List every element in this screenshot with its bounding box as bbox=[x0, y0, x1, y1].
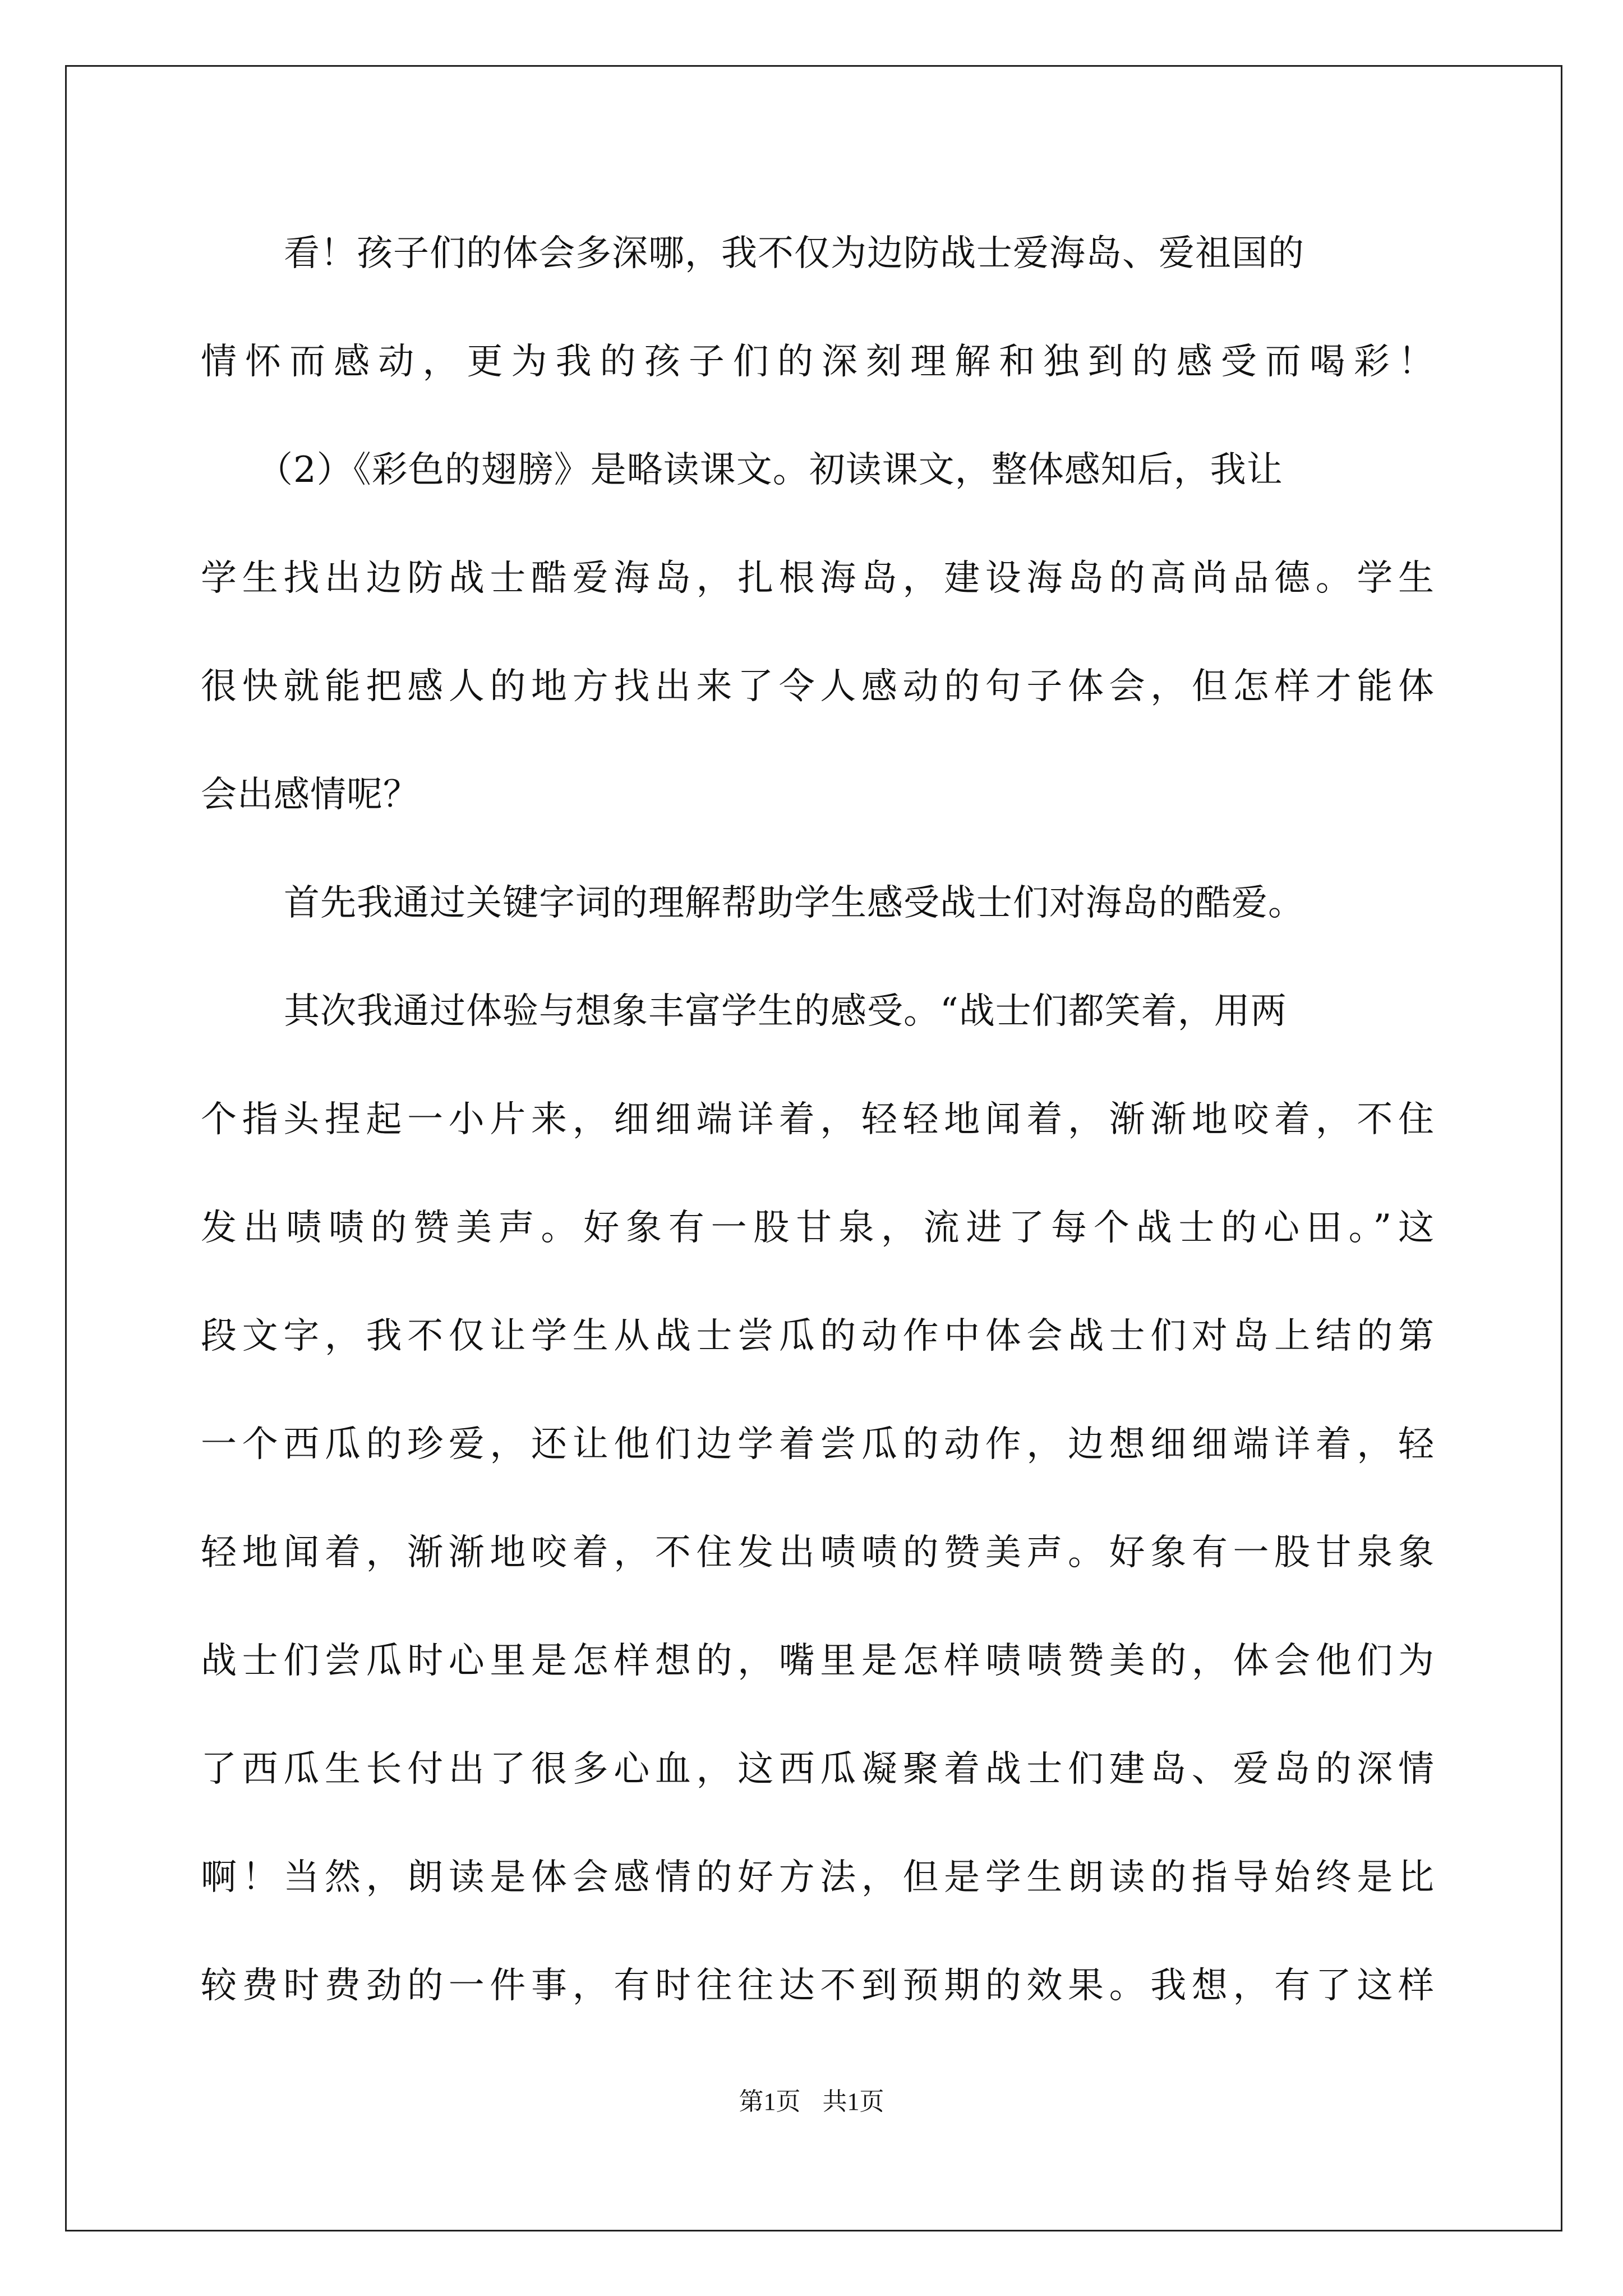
paragraph-line: 很快就能把感人的地方找出来了令人感动的句子体会，但怎样才能体 bbox=[201, 666, 1435, 707]
paragraph-line: 情怀而感动，更为我的孩子们的深刻理解和独到的感受而喝彩！ bbox=[201, 341, 1435, 383]
page-footer bbox=[0, 2081, 1623, 2117]
paragraph-line: 啊！当然，朗读是体会感情的好方法，但是学生朗读的指导始终是比 bbox=[201, 1857, 1435, 1898]
paragraph-line: 发出啧啧的赞美声。好象有一股甘泉，流进了每个战士的心田。”这 bbox=[201, 1207, 1435, 1249]
paragraph-line: 一个西瓜的珍爱，还让他们边学着尝瓜的动作，边想细细端详着，轻 bbox=[201, 1424, 1435, 1465]
page-number: 第1页 bbox=[739, 2088, 801, 2115]
paragraph-line: 战士们尝瓜时心里是怎样想的，嘴里是怎样啧啧赞美的，体会他们为 bbox=[201, 1640, 1435, 1682]
paragraph-line: 会出感情呢？ bbox=[201, 774, 419, 816]
paragraph-line: 较费时费劲的一件事，有时往往达不到预期的效果。我想，有了这样 bbox=[201, 1965, 1435, 2007]
paragraph-line: 轻地闻着，渐渐地咬着，不住发出啧啧的赞美声。好象有一股甘泉象 bbox=[201, 1532, 1435, 1573]
paragraph-line: 首先我通过关键字词的理解帮助学生感受战士们对海岛的酷爱。 bbox=[284, 882, 1304, 924]
paragraph-line: 其次我通过体验与想象丰富学生的感受。“战士们都笑着，用两 bbox=[284, 991, 1287, 1032]
document-body bbox=[201, 209, 1435, 2049]
paragraph-line: 看！孩子们的体会多深哪，我不仅为边防战士爱海岛、爱祖国的 bbox=[284, 233, 1304, 274]
paragraph-line: （2）《彩色的翅膀》是略读课文。初读课文，整体感知后，我让 bbox=[257, 449, 1283, 491]
paragraph-line: 段文字，我不仅让学生从战士尝瓜的动作中体会战士们对岛上结的第 bbox=[201, 1315, 1435, 1357]
page-total: 共1页 bbox=[822, 2088, 884, 2115]
paragraph-line: 学生找出边防战士酷爱海岛，扎根海岛，建设海岛的高尚品德。学生 bbox=[201, 558, 1435, 599]
paragraph-line: 了西瓜生长付出了很多心血，这西瓜凝聚着战士们建岛、爱岛的深情 bbox=[201, 1749, 1435, 1790]
paragraph-line: 个指头捏起一小片来，细细端详着，轻轻地闻着，渐渐地咬着，不住 bbox=[201, 1099, 1435, 1140]
